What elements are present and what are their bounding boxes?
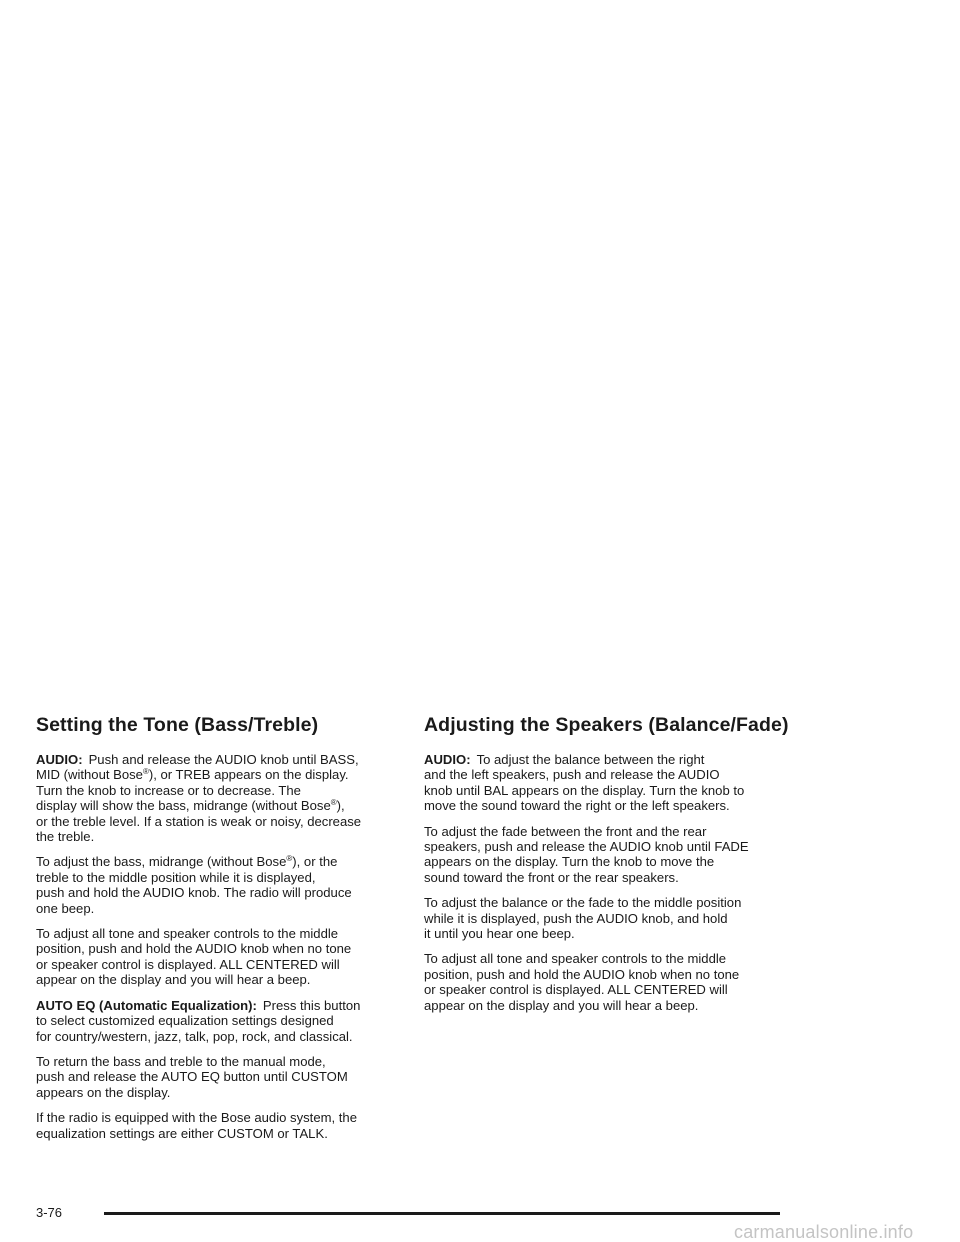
all-centered-paragraph: To adjust all tone and speaker controls to the middle position, push and hold the AUDIO knob when no tone or speaker control is displayed. ALL CENTERED will appear on the display and you will hear a beep.: [424, 951, 740, 1013]
tone-section-heading: Setting the Tone (Bass/Treble): [36, 714, 319, 736]
speakers-section-heading: Adjusting the Speakers (Balance/Fade): [424, 714, 789, 736]
audio-text-part-3: ), or the treble level. If a station is weak or noisy, decrease the treble.: [36, 798, 362, 845]
audio-text-part-1: Push and release the AUDIO knob until BASS, MID (without Bose: [36, 752, 359, 783]
audio-lead-label: AUDIO:: [36, 752, 83, 767]
auto-eq-text: Press this button to select customized equalization settings designed for country/western, jazz, talk, pop, rock, and classical.: [36, 997, 361, 1044]
center-balance-paragraph: To adjust the balance or the fade to the middle position while it is displayed, push the AUDIO knob, and hold it until you hear one beep.: [424, 895, 742, 942]
watermark: carmanualsonline.info: [734, 1222, 914, 1242]
footer-rule: [104, 1212, 780, 1215]
fade-paragraph: To adjust the fade between the front and the rear speakers, push and release the AUDIO knob until FADE appears on the display. Turn the knob to move the sound toward the front or the rear speakers.: [424, 823, 749, 885]
balance-text: To adjust the balance between the right and the left speakers, push and release the AUDIO knob until BAL appears on the display. Turn the knob to move the sound toward the right or the left speakers.: [424, 752, 745, 814]
bose-paragraph: If the radio is equipped with the Bose audio system, the equalization settings are either CUSTOM or TALK.: [36, 1110, 357, 1141]
center-tone-text-part-1: To adjust the bass, midrange (without Bose: [36, 854, 287, 870]
auto-eq-lead-label: AUTO EQ (Automatic Equalization):: [36, 997, 257, 1013]
audio-tone-paragraph: [36, 752, 396, 844]
registered-mark: ®: [142, 767, 149, 777]
audio-lead-label: AUDIO:: [424, 752, 471, 767]
auto-eq-paragraph: [36, 998, 396, 1044]
balance-paragraph: [424, 752, 784, 814]
speakers-section: [424, 712, 789, 1023]
page-number: 3-76: [36, 1205, 63, 1220]
audio-text-part-2: ), or TREB appears on the display. Turn the knob to increase or to decrease. The display will show the bass, midrange (without Bose: [36, 767, 349, 814]
manual-mode-paragraph: To return the bass and treble to the manual mode, push and release the AUTO EQ button until CUSTOM appears on the display.: [36, 1053, 348, 1100]
tone-section: [36, 712, 396, 1151]
center-tone-paragraph: [36, 854, 396, 916]
all-centered-paragraph: To adjust all tone and speaker controls to the middle position, push and hold the AUDIO knob when no tone or speaker control is displayed. ALL CENTERED will appear on the display and you will hear a beep.: [36, 926, 352, 988]
center-tone-text-part-2: ), or the treble to the middle position while it is displayed, push and hold the AUDIO knob. The radio will produce one beep.: [36, 854, 352, 916]
registered-mark: ®: [286, 854, 293, 864]
registered-mark: ®: [330, 798, 337, 808]
